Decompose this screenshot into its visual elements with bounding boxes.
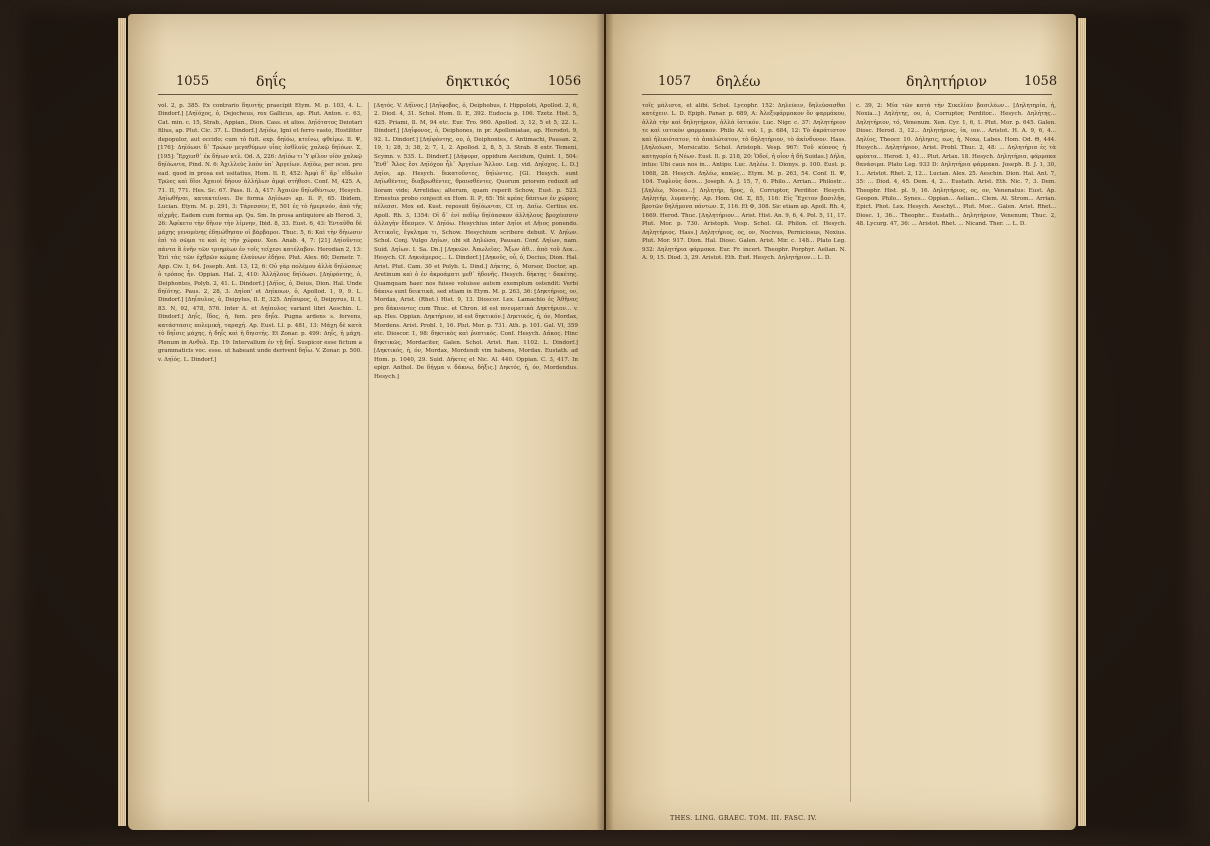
- left-page-header: [128, 74, 604, 94]
- signature-line: THES. LING. GRAEC. TOM. III. FASC. IV.: [670, 814, 818, 822]
- left-headword-left: δηΐς: [256, 74, 287, 90]
- left-page-number: 1055: [176, 74, 210, 89]
- left-header-rule: [158, 94, 578, 95]
- left-headword-right: δηκτικός: [446, 74, 510, 90]
- left-page: [128, 14, 604, 830]
- right-page-edges: [1078, 18, 1086, 826]
- left-column-1: vol. 2, p. 385. Ex contrario δηιοτής praecipit Etym. M. p. 103, 4. L. Dindorf.] [Δηϊόχος, ὁ, Dejocheus, rex Gallicus, ap. Plut. Anton. c. 63, Cat. min. c. 15, Strab., Appian., Dion. Cass. et alios. Δηϊότατος Deiotari filius, ap. Plut. Cic. 37. L. Dindorf.] Δηϊόω, Igni et ferro vasto, Hostiliter depopulor, aut occido; cum τὸ fuit. exp. δηϊόω, κτείνω, φθείρω. Il. Ψ, [176]: Δηϊόωσι δ᾽ Τρώων μεγαθύμων υἷας ἐσθλούς χαλκῷ δηϊόων. Σ, [195]: Ἔρχεσθ᾽ ἐκ δήιων κτλ. Od. Δ, 226: Δηϊόω τι Ὑ φίλον υἱὸν χαλκῷ δηϊόωντα, Pind. N. 6: Ἀχιλλεὺς λαὸν ὑπ᾽ Ἀργείων. Δηϊόω, per ocsα. pro ead. quod in prosa est usitatius, Hom. Il. Ε, 452: Ἀμφὶ δ᾽ ἄρ᾽ εἴδωλο Τρῶες καὶ δῖοι Ἀχαιοὶ δήουν ἀλλήλων ἀμφὶ στήθεσι. Conf. Μ, 425. Α, 71. Π, 771. Hes. Sc. 67. Pass. Il. Δ, 417: Ἀχαιῶν δηϊωθέντων, Hesych. Δηϊωθῆναι, κατακτείναι. De forma Δηϊόωσι ap. Il. Ρ, 65. Ibidem, Lucian. Etym. M. p. 291, 3: Τάρεσσεν; Ε, 501 ἐς τὸ ἡμερινόν, ἀπὸ τῆς αἰχμῆς. Eadem cum forma ap. Qu. Sm. In prosa antiquiore ab Herod. 3, 26: Ἀφίκετο τὴν δῆιον τὴν λίμνην, Ibid. 8, 33. Eust. 6, 43: Ἐνταῦθα δὲ μάχης γενομένης ἐδηιώθησαν οἱ βάρβαροι. Thuc. 5, 6: Καὶ τὴν δήιωσιν ἐπὶ τὸ σῶμα τε καὶ ἐς τὴν χώραν. Xen. Anab. 4, 7: [21] Δηϊοῦντες πάντα ἃ ἐνῆν τῶν τριηρέων ἐν τοῖς τείχεσι κατέλαβον. Herodian 2, 13: Ἐπὶ τὰς τῶν ἐχθρῶν κώμας ἐλαύνων ἐδῄου. Plut. Alex. 60; Demetr. 7. App. Civ. 1, 64. Joseph. Ant. 13, 12, 6: Οὐ γὰρ πολέμου ἀλλὰ δηϊώσεως ὁ τρόπος ἦν. Oppian. Hal. 2, 410: Ἀλλήλους δηϊόωσι. [Δηϊφόντης, ὁ, Deiphontes, Polyb. 2, 41. L. Dindorf.] [Δήϊος, ὁ, Deius, Dion. Hal. Unde δηϊότης. Paus. 2, 28, 3. Δηίοπ' et Δηίκοων, ὁ, Apollod. 1, 9, 9. L. Dindorf.] [Δηΐπυλος, ὁ, Deipylus, Il. Ε, 325. Δηΐπυρος, ὁ, Deipyrus, Il. Ι, 83. Ν, 92, 478, 576. Inter Δ. et Δηίπυλος variant libri Aeschin. L. Dindorf.] Δηΐς, ἴδος, ἡ, fem. pro δηΐα. Pugna ardens s. fervens, κατάστασις πολεμικὴ, ταραχή. Ap. Eust. Ll. p. 481, 13: Μάχη δὲ κατὰ τὸ δηΐσις μάχης, ἡ δηΐς καὶ ἡ δηιοτής. Et Zonar. p. 499: Δηΐς, ἡ μάχη. Plenum in Ανθολ. Ep. 19: Intervallum ἐν τῇ δηΐ. Suspicor esse fictum a grammaticis voc. esse. ut habeant unde derivent δηΐω. V. Zonar. p. 500. v. Δηϊός. L. Dindorf.]: [158, 103, 362, 363]
- right-page-number-right: 1058: [1024, 74, 1058, 89]
- right-column-2: c. 39, 2: Μία τῶν κατὰ τὴν Σικελίαν βασιλέων... [Δηλητηρία, ἡ, Noxia...] Δηλήτης, ου, ὁ, Corruptor, Perditor... Hesych. Δηλήτης... Δηλητήριον, τό, Venenum. Xen. Cyr. 1, 6, 1. Plut. Mor. p. 645. Galen. Diosc. Herod. 3, 12... Δηλητήριος, ία, ιον... Aristot. H. A. 9, 6, 4... Δηλίος, Theocr. 10. Δήλησις, εως, ἡ, Noxa, Labes. Hom. Od. Θ, 444. Hesych... Δηλητήριον, Arist. Probl. Thuc. 2, 48: ... Δηλητήρια ἐς τὰ φρέατα... Herod. 1, 41... Plut. Artax. 18. Hesych. Δηλητήρια, φάρμακα θανάσιμα. Plato Leg. 933 D: Δηλητήρια φάρμακα. Joseph. B. J. 1, 30, 1... Aristot. Rhet. 2, 12... Lucian. Alex. 25. Aeschin. Dion. Hal. Ant. 7, 35: ... Diod. 4, 45. Dem. 4, 2... Eustath. Arist. Eth. Nic. 7, 3. Dem. Theophr. Hist. pl. 9, 16. Δηλητήριος, ος, ον, Venenatus: Eust. Ap. Geopon. Philo... Synes... Oppian... Aelian... Clem. Al. Strom... Arrian. Epict. Phot. Lex. Hesych. Aeschyl... Plut. Mor... Galen. Arist. Rhet... Diosc. 1, 36... Theophr... Eustath... Δηλητήριον, Venenum; Thuc. 2, 48. Lycurg. 47, 36: ... Aristot. Rhet. ... Nicand. Ther. ... L. D.: [856, 103, 1056, 228]
- right-header-rule: [642, 94, 1052, 95]
- right-page: [606, 14, 1076, 830]
- right-column-1: τοῖς μάλιστα, et alibi. Schol. Lycophr. 152: Δηλεύειν, δηλεύσασθαι κατέχειν. L. D. Epiph. Panar. p. 689, A: Ἀλεξιφάρμακον ὄν φαρμάκου, ἀλλὰ τὴν καὶ δηλητήριον, ἀλλὰ ἰατικόν. Luc. Nigr. c. 37: Δηλητήριον τε καὶ ιατικὸν φαρμακον. Philo Al. vol. 1, p. 684, 12: Τὸ ἀκράτιστον καὶ ἡλικιότατον, τὸ ἀπαλώτατον, τὸ δηλητήριον, τὸ ἀκίνδυνον. Hass. [Δηλεόωσι, Morsicatio. Schol. Aristoph. Vesp. 967: Τοῦ κύονος ἡ κατηγορία ἡ Νέων. Eust. Il. p. 218, 20: Ὁδοί, ἡ οἷον ἡ δὴ Suidas.] Δήλα, intus: Ubi caus nos in... Antipo. Luc. Δηλέω. 1. Dionys. p. 100. Eust. p. 1068, 28. Hesych. Δηλέω, κακῶς... Etym. M. p. 263, 54. Conf. Il. Ψ, 104. Τυφλοὺς ὅσοι... Joseph. A. J. 15, 7, 6. Philo... Arrian... Philostr... [Δηλέω, Noceo...] Δηλητήρ, ῆρος, ὁ, Corruptor, Perditor. Hesych. Δηλητήρ, λυμαντής. Ap. Hom. Od. Σ, 85, 116: Εἰς Ἔχετον βασιλῆα, βροτῶν δηλήμονα πάντων. Σ, 116. Et Φ, 308. Sic etiam ap. Apoll. Rh. 4, 1669. Herod. Thuc. [Δηλητήριον... Arist. Hist. An. 9, 6, 4. Pol. 5, 11, 17. Plut. Mor. p. 730. Aristoph. Vesp. Schol. Gl. Philon. cf. Hesych. Δηλητήριος. Hass.] Δηλητήριος, ος, ον, Nocivus, Perniciosus, Noxius. Plut. Mor. 917. Dion. Hal. Diosc. Galen. Arist. Mir. c. 148... Plato Leg. 932: Δηλητήρια φάρμακα. Eur. Fr. incert. Theophr. Porphyr. Aelian. N. A. 9, 15. Diod. 3, 29. Aristot. Eth. Eud. Hesych. Δηλητήριον... L. D.: [642, 103, 846, 262]
- book-gutter: [596, 14, 614, 830]
- left-column-2: [Δητός. V. Δήϊνος.] [Δηΐφοβος, ὁ, Deiphobus, f. Hippoloti, Apollod. 2, 6, 2. Diod. 4, 31. Schol. Hom. Il. Ε, 392. Eudocia p. 106. Tzetz. Hist. 5, 425. Priami, Il. Μ, 94 etc. Eur. Tro. 960. Apollod. 3, 12, 5 et 5, 22. L. Dindorf.] [Δηΐφονος, ὁ, Deiphones, in pr. Apolloniatae, ap. Herodot. 9, 92. L. Dindorf.] [Δηϊφόντης, ου, ὁ, Deiphontes, f. Antimachi, Pausan. 2, 19, 1; 28, 3; 38, 2; 7, 1, 2. Apollod. 2, 8, 5, 3. Strab. 8 extr. Temeni, Scymn. v. 535. L. Dindorf.] [Δήφυρσ, oppidum Aecidum, Quint. 1, 504: Ἔνθ᾽ Ἄλος ἔσι Δηϊόχοο ἦλ᾽ Ἀργείων Ἄλλον. Leg. vid. Δηϊοχος. L. D.] Δηίοι, ap. Hesych. δεκατοῦντες, δηϊώντες. [Gl. Hesych. sunt Δηϊωθέντες, διαβρωθέντες, θραυσθέντες. Quorum priorem reduxit ad lioram vide; Arrelidas; alterum, quam reperit Schow, Eust. p. 523. Ernestus probo conjecit ex Hom. Il. Ρ, 65: Ἠὲ κρέας δάπτων ἐν χώροις πέλεσσι. Mox ed. Kust. reposuit δηϊόωνται, Cf. ιη. Δαίω. Certius ex. Apoll. Rh. 3, 1354: Οἱ δ᾽ ἐνὶ πεδίῳ δηϊάασκον ἀλλήλους βροχέεσσιν ἀλλαγὴν ἔδεσμεν. V. Δηϊόω. Hesychius inter Δηίοι et Δῆιος ponendo. Ἀττικοῖς, ἔγκλημα τι, Schow. Hesychium scribere debuit. V. Δηίων. Schol. Conj. Vulgo Δηίων, ubi sit Δηλῶσα, Pausan. Conf. Δηίων, nam. Suid. Δηίων. I. Sa. Dn.] [Δηκιῶν. Ἀπωλεῖας. Ἄξων ᾶθ... ἀπὸ τοῦ Δεκ... Hesych. Cf. Δηκιάμερος... L. Dindorf.] [Δηκοῦς, οὖ, ὁ, Decius, Dion. Hal. Arist. Plut. Cam. 30 et Polyb. L. Dind.] Δήκτης, ὁ, Morsor, Doctor, ap. Aretinum καὶ ὁ ἐν ἀκροάματι μεθ᾽ ἡδονῆς. Hesych. δήκτης · δακέτης. Quamquam haec nos fuisse voluisse autem exemplum ostendit: Verbi δάκνω sunt δεικτικὰ, sed etiam in Etym. M. p. 263, 36: [Δηκτήριος, ον, Mordax, Arist. (Rhet.) Hist. 9, 13. Dioscor. Lex. Lamachio ἐς Ἀθῆνας pro δάκνοντες cum Thuc. et Chron. id est πνευματικὰ Δηκτήριον... v. ap. Hes. Oppian. Δηκτήριον, id est δηκτικόν.] Δηκτικός, ή, όν, Mordax, Mordens. Arist. Probl. 1, 16. Plut. Mor. p. 731. Ath. p. 101. Gal. VI, 359 etc. Dioscor. 1, 98: δηκτικὸς καὶ ῥυπτικός. Conf. Hesych. Δάκος. Hinc δηκτικῶς, Mordaciter, Galen. Schol. Arist. Ran. 1102. L. Dindorf.] [Δηκτικός, ή, όν, Mordax, Mordendi vim habens, Mordax. Eustath. ad Hom. p. 1040, 29. Suid. Δῆκτες et Nic. Al. 440. Oppian. C. 3, 417. In epigr. Anthol. De δήγμα v. δάκνω, δήξις.] Δηκτός, ή, όν, Mordendus. Hesych.]: [374, 103, 578, 380]
- right-page-number: 1057: [658, 74, 692, 89]
- right-column-divider: [850, 102, 851, 802]
- left-page-number-right: 1056: [548, 74, 582, 89]
- right-headword-left: δηλέω: [716, 74, 761, 90]
- right-page-header: [606, 74, 1076, 94]
- left-column-divider: [368, 102, 369, 802]
- left-page-edges: [118, 18, 126, 826]
- right-headword-right: δηλητήριον: [906, 74, 987, 90]
